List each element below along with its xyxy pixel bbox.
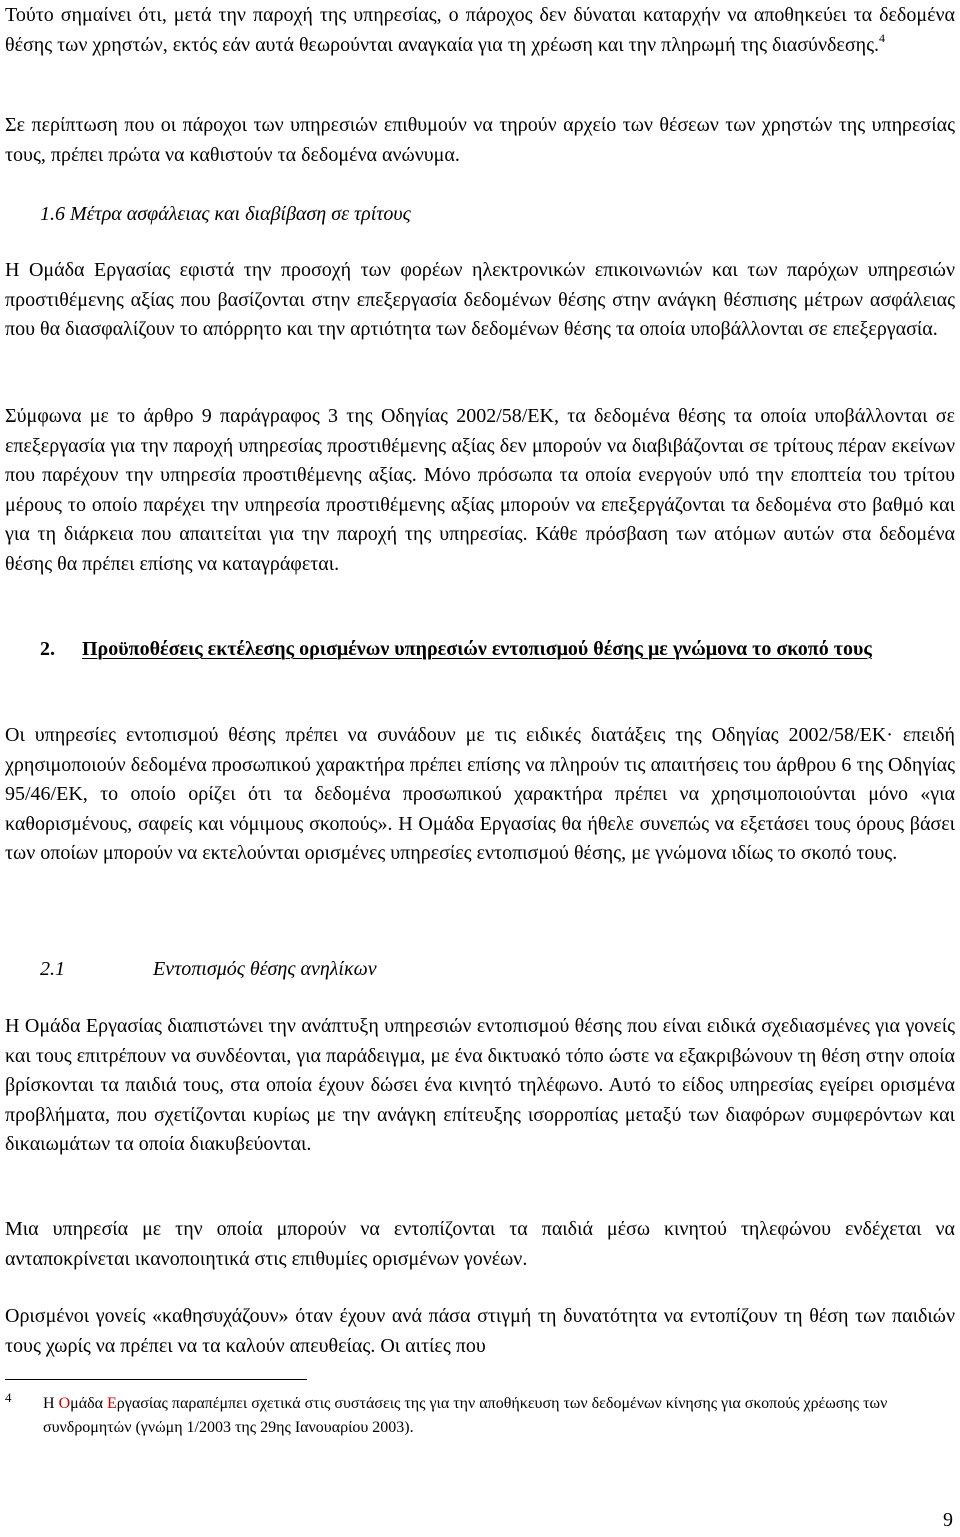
- page-number: 9: [943, 1509, 953, 1531]
- section-title: Προϋποθέσεις εκτέλεσης ορισμένων υπηρεσιών εντοπισμού θέσης με γνώμονα το σκοπό τους: [82, 638, 872, 660]
- paragraph-text: Τούτο σημαίνει ότι, μετά την παροχή της υπηρεσίας, ο πάροχος δεν δύναται καταρχήν να αποθηκεύει τα δεδομένα θέσης των χρηστών, εκτός εάν αυτά θεωρούνται αναγκαία για τη χρέωση και την πληρωμή της διασύνδεσης.: [5, 4, 955, 56]
- section-heading-1-6: 1.6 Μέτρα ασφάλειας και διαβίβαση σε τρίτους: [40, 203, 411, 225]
- section-heading-2: [5, 633, 955, 665]
- subsection-number: 2.1: [40, 958, 65, 980]
- paragraph-anonymize: Σε περίπτωση που οι πάροχοι των υπηρεσιών επιθυμούν να τηρούν αρχείο των θέσεων των χρηστών της υπηρεσίας τους, πρέπει πρώτα να καθιστούν τα δεδομένα ανώνυμα.: [5, 114, 955, 166]
- footnote-reference[interactable]: 4: [878, 30, 885, 45]
- paragraph-parents-services: Η Ομάδα Εργασίας διαπιστώνει την ανάπτυξη υπηρεσιών εντοπισμού θέσης που είναι ειδικά σχεδιασμένες για γονείς και τους επιτρέπουν να συνδέονται, για παράδειγμα, με ένα δικτυακό τόπο ώστε να εξακριβώνουν τη θέση στην οποία βρίσκονται τα παιδιά τους, στα οποία έχουν δώσει ένα κινητό τηλέφωνο. Αυτό το είδος υπηρεσίας εγείρει ορισμένα προβλήματα, που σχετίζονται κυρίως με την ανάγκη επίτευξης ισορροπίας μεταξύ των διαφόρων συμφερόντων και δικαιωμάτων τα οποία διακυβεύονται.: [5, 1015, 955, 1156]
- subsection-title: Εντοπισμός θέσης ανηλίκων: [153, 958, 377, 980]
- paragraph-reassured-parents: Ορισμένοι γονείς «καθησυχάζουν» όταν έχουν ανά πάσα στιγμή τη δυνατότητα να εντοπίζουν τη θέση των παιδιών τους χωρίς να πρέπει να τα καλούν απευθείας. Οι αιτίες που: [5, 1305, 955, 1357]
- footnote-divider: [5, 1379, 307, 1380]
- document-page: [5, 0, 955, 1537]
- footnote-text: Η Ομάδα Εργασίας παραπέμπει σχετικά στις συστάσεις της για την αποθήκευση των δεδομένων κίνησης για σκοπούς χρέωσης των συνδρομητών (γνώμη 1/2003 της 29ης Ιανουαρίου 2003).: [43, 1395, 888, 1436]
- paragraph-security-measures: Η Ομάδα Εργασίας εφιστά την προσοχή των φορέων ηλεκτρονικών επικοινωνιών και των παρόχων υπηρεσιών προστιθέμενης αξίας που βασίζονται στην επεξεργασία δεδομένων θέσης στην ανάγκη θέσπισης μέτρων ασφάλειας που θα διασφαλίζουν το απόρρητο και την αρτιότητα των δεδομένων θέσης τα οποία υποβάλλονται σε επεξεργασία.: [5, 259, 955, 341]
- paragraph-location-services: Οι υπηρεσίες εντοπισμού θέσης πρέπει να συνάδουν με τις ειδικές διατάξεις της Οδηγίας 2002/58/ΕΚ· επειδή χρησιμοποιούν δεδομένα προσωπικού χαρακτήρα πρέπει επίσης να πληρούν τις απαιτήσεις του άρθρου 6 της Οδηγίας 95/46/ΕΚ, το οποίο ορίζει ότι τα δεδομένα προσωπικού χαρακτήρα πρέπει να χρησιμοποιούνται μόνο «για καθορισμένους, σαφείς και νόμιμους σκοπούς». Η Ομάδα Εργασίας θα ήθελε συνεπώς να εξετάσει τους όρους βάσει των οποίων μπορούν να εκτελούνται ορισμένες υπηρεσίες εντοπισμού θέσης, με γνώμονα ιδίως το σκοπό τους.: [5, 724, 955, 865]
- paragraph-article-9: Σύμφωνα με το άρθρο 9 παράγραφος 3 της Οδηγίας 2002/58/ΕΚ, τα δεδομένα θέσης τα οποία υποβάλλονται σε επεξεργασία για την παροχή υπηρεσίας προστιθέμενης αξίας δεν μπορούν να διαβιβάζονται σε τρίτους πέραν εκείνων που παρέχουν την υπηρεσία προστιθέμενης αξίας. Μόνο πρόσωπα τα οποία ενεργούν υπό την εποπτεία του τρίτου μέρους το οποίο παρέχει την υπηρεσία προστιθέμενης αξίας μπορούν να επεξεργάζονται τα δεδομένα στο βαθμό και για τη διάρκεια που απαιτείται για την παροχή της υπηρεσίας. Κάθε πρόσβαση των ατόμων αυτών στα δεδομένα θέσης θα πρέπει επίσης να καταγράφεται.: [5, 405, 955, 575]
- footnote-number: 4: [5, 1390, 12, 1405]
- section-number: 2.: [40, 638, 55, 660]
- paragraph-data-retention: [5, 1, 955, 60]
- paragraph-child-tracking: Μια υπηρεσία με την οποία μπορούν να εντοπίζονται τα παιδιά μέσω κινητού τηλεφώνου ενδέχεται να ανταποκρίνεται ικανοποιητικά στις επιθυμίες ορισμένων γονέων.: [5, 1218, 955, 1270]
